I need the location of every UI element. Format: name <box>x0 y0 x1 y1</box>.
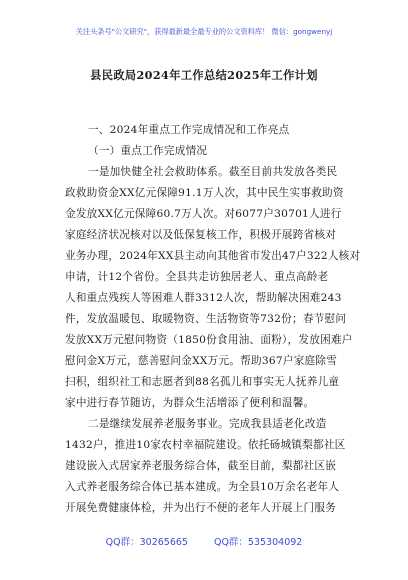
subsection-heading: （一）重点工作完成情况 <box>88 145 208 157</box>
body-line: 扫积，组织社工和志愿者到88名孤儿和事实无人抚养儿童 <box>65 376 340 388</box>
body-line: 家中进行春节随访，为群众生活增添了便利和温馨。 <box>65 397 315 409</box>
body-line: 建设嵌入式居家养老服务综合体，截至目前，梨都社区嵌 <box>65 460 337 472</box>
promo-banner: 关注头条号"公文研究"，获得最新最全最专业的公文资料库！ 微信：gongwenyj <box>75 27 333 36</box>
section-heading: 一、2024年重点工作完成情况和工作亮点 <box>88 124 290 136</box>
body-line: 申请，计12个省份。全县共走访独居老人、重点高龄老 <box>65 271 329 283</box>
body-line: 二是继续发展养老服务事业。完成我县适老化改造 <box>88 418 327 430</box>
body-line: 件，发放温暖包、取暖物资、生活物资等732份；春节慰问 <box>65 313 347 325</box>
body-line: 入式养老服务综合体已基本建成。为全县10万余名老年人 <box>65 481 340 493</box>
body-line: 金发放XX亿元保障60.7万人次。对6077户30701人进行 <box>65 208 342 220</box>
body-line: 人和重点残疾人等困难人群3312人次，帮助解决困难243 <box>65 292 342 304</box>
body-line: 家庭经济状况核对以及低保复核工作，积极开展跨省核对 <box>65 229 337 241</box>
document-title: 县民政局2024年工作总结2025年工作计划 <box>90 68 318 82</box>
body-line: 业务办理，2024年XX县主动向其他省市发出47户322人核对 <box>65 250 361 262</box>
qq-group-1: QQ群：30265665 <box>105 537 188 548</box>
body-line: 一是加快健全社会救助体系。截至目前共发放各类民 <box>88 166 338 178</box>
body-line: 发放XX万元慰问物资（1850份食用油、面粉），发放困难户 <box>65 334 353 346</box>
footer-contacts <box>0 534 408 548</box>
body-line: 开展免费健康体检，并为出行不便的老年人开展上门服务 <box>65 502 337 514</box>
body-line: 慰问金X万元，慈善慰问金XX万元。帮助367户家庭除雪 <box>65 355 338 367</box>
body-line: 1432户，推进10家农村幸福院建设。依托砀城镇梨都社区 <box>65 439 346 451</box>
qq-group-2: QQ群：535304092 <box>213 537 303 548</box>
body-line: 政救助资金XX亿元保障91.1万人次，其中民生实事救助资 <box>65 187 344 199</box>
